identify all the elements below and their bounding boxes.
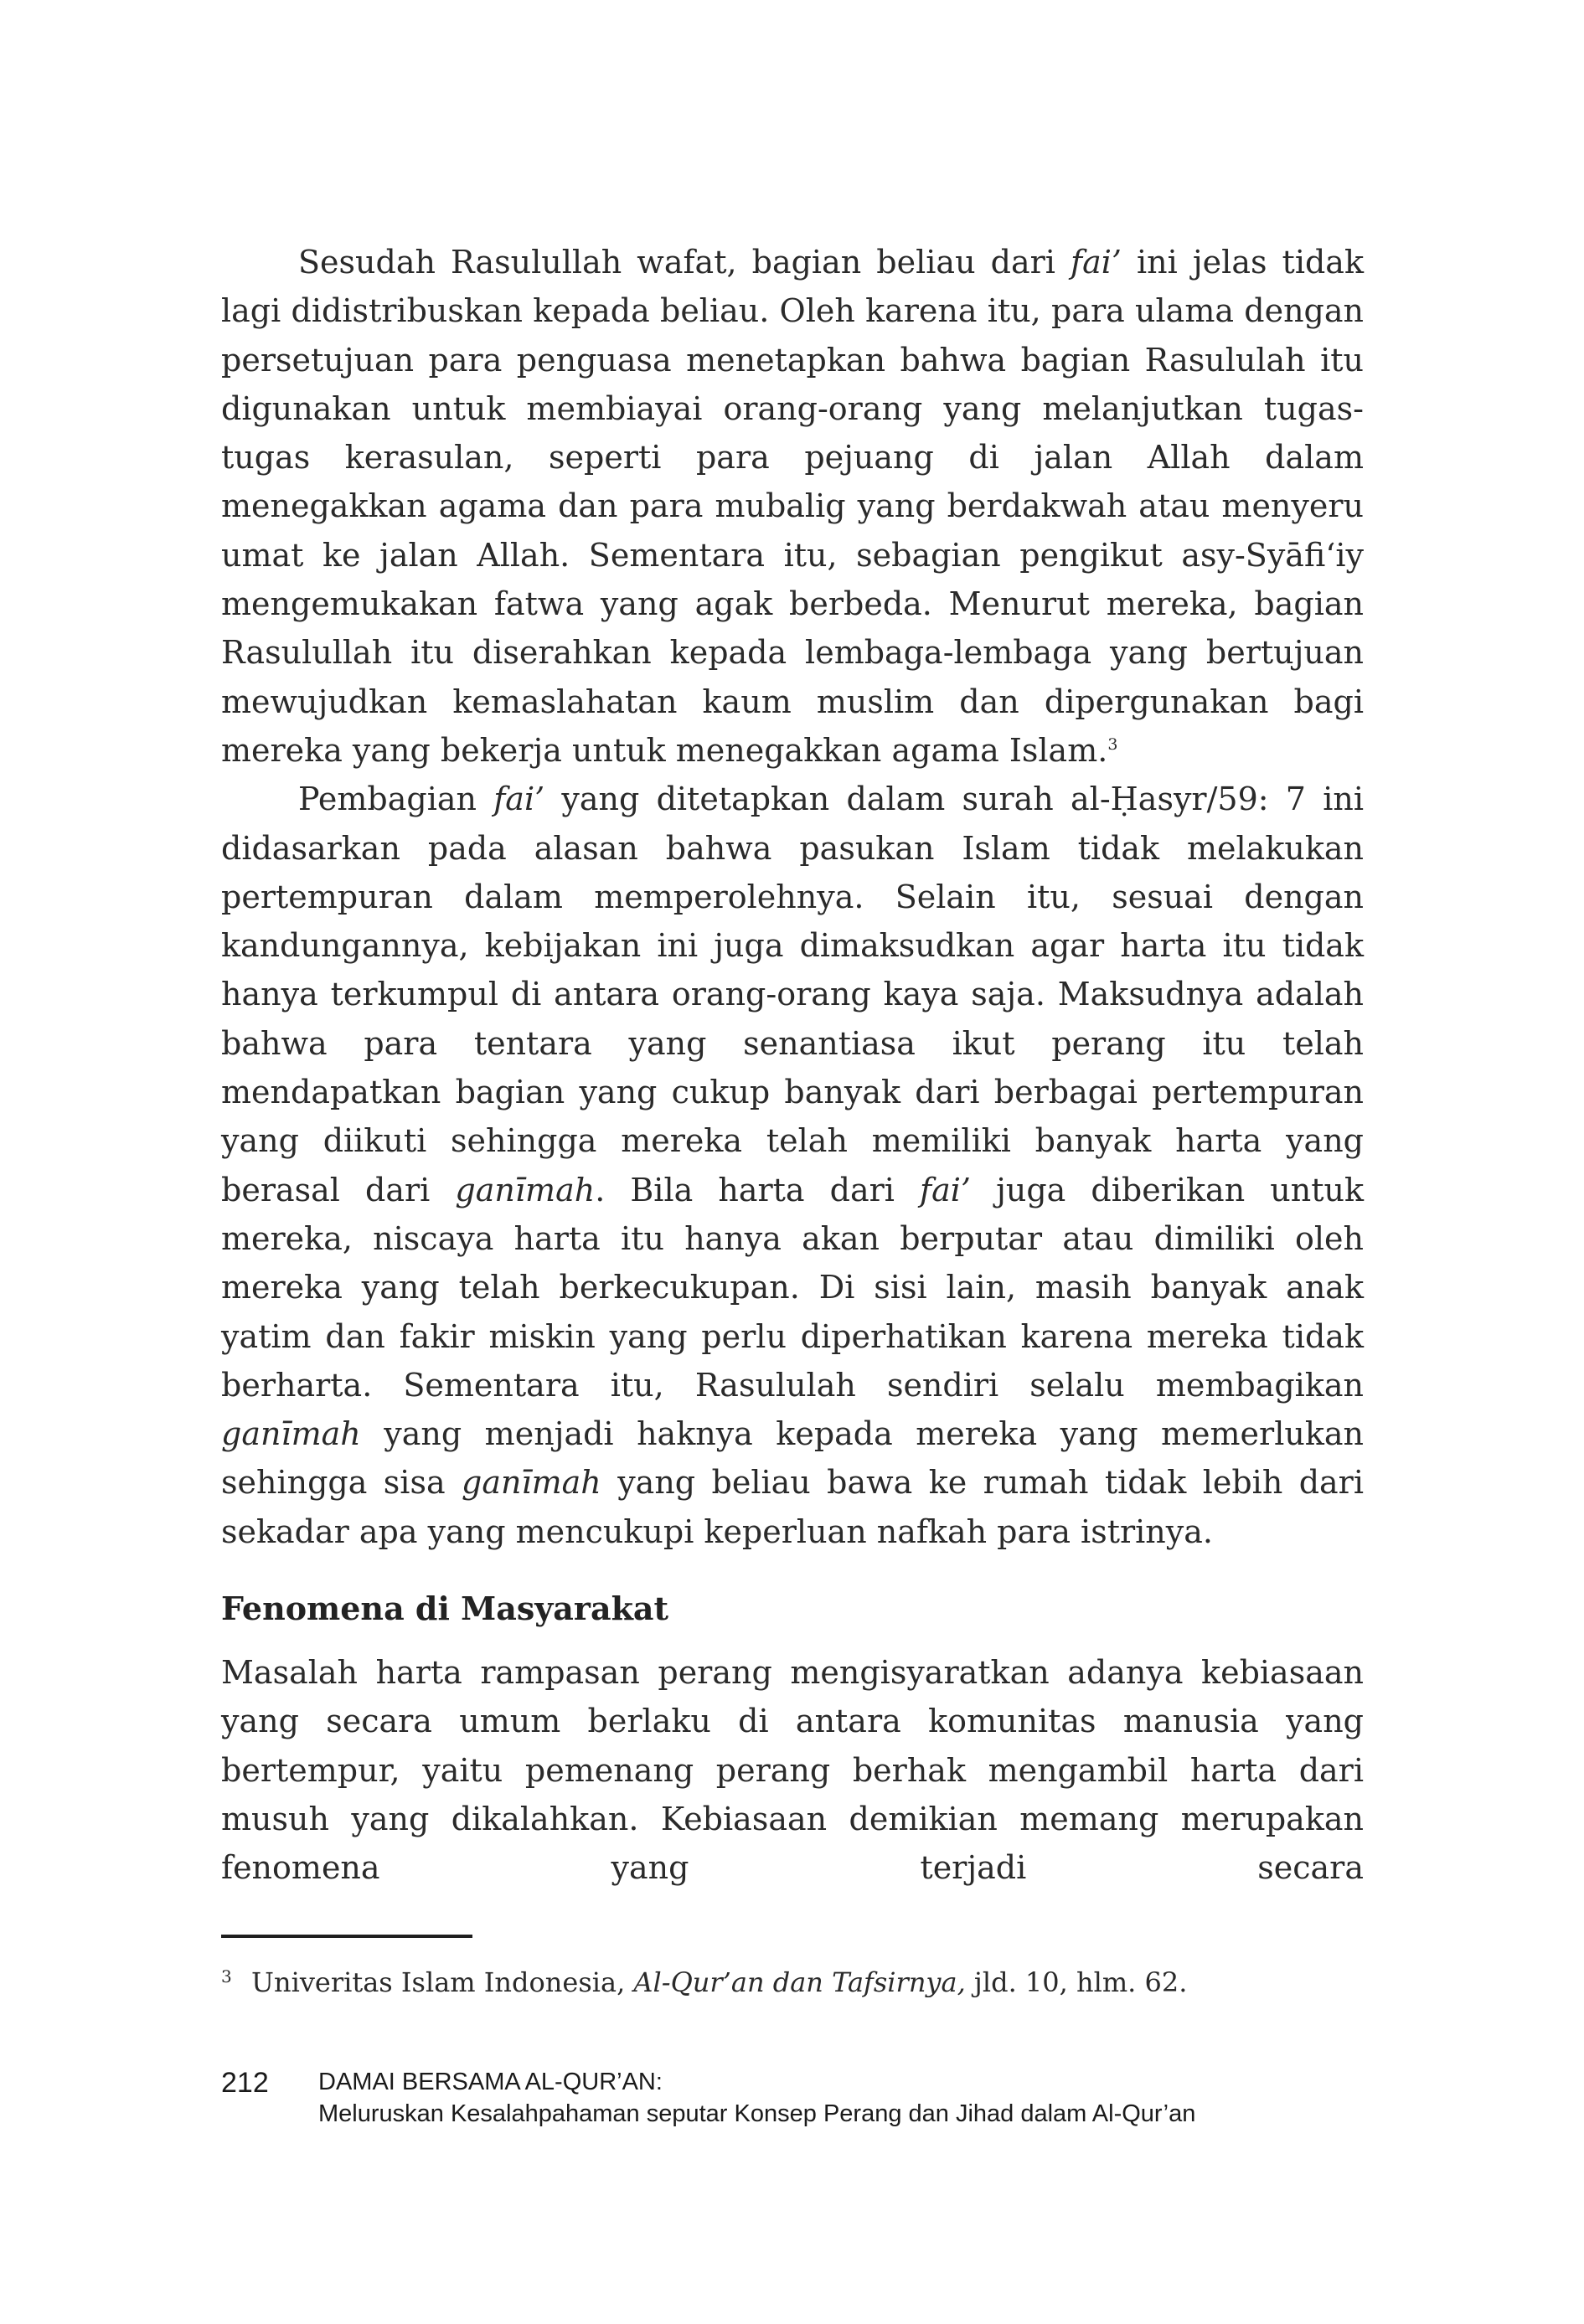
footnote-number: 3: [221, 1966, 232, 1986]
text-run: yang beliau bawa ke rumah tidak lebih dari sekadar apa yang mencukupi keperluan nafkah para istrinya.: [221, 1464, 1364, 1550]
text-run: Pembagian: [298, 781, 494, 818]
text-run: yang ditetapkan dalam surah al-Ḥasyr/59: 7 ini didasarkan pada alasan bahwa pasukan Islam tidak melakukan pertempuran dalam memperolehnya. Selain itu, sesuai dengan kandungannya, kebijakan ini juga dimaksudkan agar harta itu tidak hanya terkumpul di antara orang-orang kaya saja. Maksudnya adalah bahwa para tentara yang senantiasa ikut perang itu telah mendapatkan bagian yang cukup banyak dari berbagai pertempuran yang diikuti sehingga mereka telah memiliki banyak harta yang berasal dari: [221, 781, 1364, 1208]
footnote-text-after: jld. 10, hlm. 62.: [965, 1966, 1188, 1998]
footnote-divider: [221, 1935, 472, 1938]
paragraph-2: [221, 775, 1364, 1556]
page-number: 212: [221, 2067, 269, 2099]
running-subtitle: Meluruskan Kesalahpahaman seputar Konsep Perang dan Jihad dalam Al-Qur’an: [318, 2100, 1196, 2127]
italic-term: ganīmah: [462, 1464, 601, 1502]
footnote-book-title: Al-Qur’an dan Tafsirnya,: [633, 1966, 966, 1998]
paragraph-1: [221, 238, 1364, 775]
text-run: . Bila harta dari: [595, 1171, 921, 1208]
footnote-text-before: Univeritas Islam Indonesia,: [251, 1966, 634, 1998]
footnote: [221, 1957, 1364, 2002]
italic-term: fai’: [920, 1171, 971, 1208]
italic-term: ganīmah: [455, 1171, 596, 1208]
text-run: ini jelas tidak lagi didistribuskan kepada beliau. Oleh karena itu, para ulama dengan persetujuan para penguasa menetapkan bahwa bagian Rasululah itu digunakan untuk membiayai orang-orang yang melanjutkan tugas-tugas kerasulan, seperti para pejuang di jalan Allah dalam menegakkan agama dan para mubalig yang berdakwah atau menyeru umat ke jalan Allah. Sementara itu, sebagian pengikut asy-Syāfi‘iy mengemukakan fatwa yang agak berbeda. Menurut mereka, bagian Rasulullah itu diserahkan kepada lembaga-lembaga yang bertujuan mewujudkan kemaslahatan kaum muslim dan dipergunakan bagi mereka yang bekerja untuk menegakkan agama Islam.: [221, 244, 1364, 769]
italic-term: ganīmah: [221, 1415, 361, 1453]
text-run: Sesudah Rasulullah wafat, bagian beliau dari: [298, 244, 1071, 281]
section-heading: Fenomena di Masyarakat: [221, 1590, 669, 1627]
section-text: [221, 1648, 1364, 1892]
text-run: yang menjadi haknya kepada mereka yang memerlukan sehingga sisa: [221, 1415, 1364, 1502]
italic-term: fai’: [493, 781, 545, 818]
italic-term: fai’: [1071, 244, 1122, 281]
running-title: DAMAI BERSAMA AL-QUR’AN:: [318, 2069, 663, 2095]
body-text: [221, 238, 1364, 1556]
footnote-reference: 3: [1107, 734, 1118, 754]
section-paragraph: Masalah harta rampasan perang mengisyaratkan adanya kebiasaan yang secara umum berlaku di antara komunitas manusia yang bertempur, yaitu pemenang perang berhak mengambil harta dari musuh yang dikalahkan. Kebiasaan demikian memang merupakan fenomena yang terjadi secara: [221, 1654, 1364, 1887]
text-run: juga diberikan untuk mereka, niscaya harta itu hanya akan berputar atau dimiliki oleh mereka yang telah berkecukupan. Di sisi lain, masih banyak anak yatim dan fakir miskin yang perlu diperhatikan karena mereka tidak berharta. Sementara itu, Rasululah sendiri selalu membagikan: [221, 1171, 1364, 1404]
